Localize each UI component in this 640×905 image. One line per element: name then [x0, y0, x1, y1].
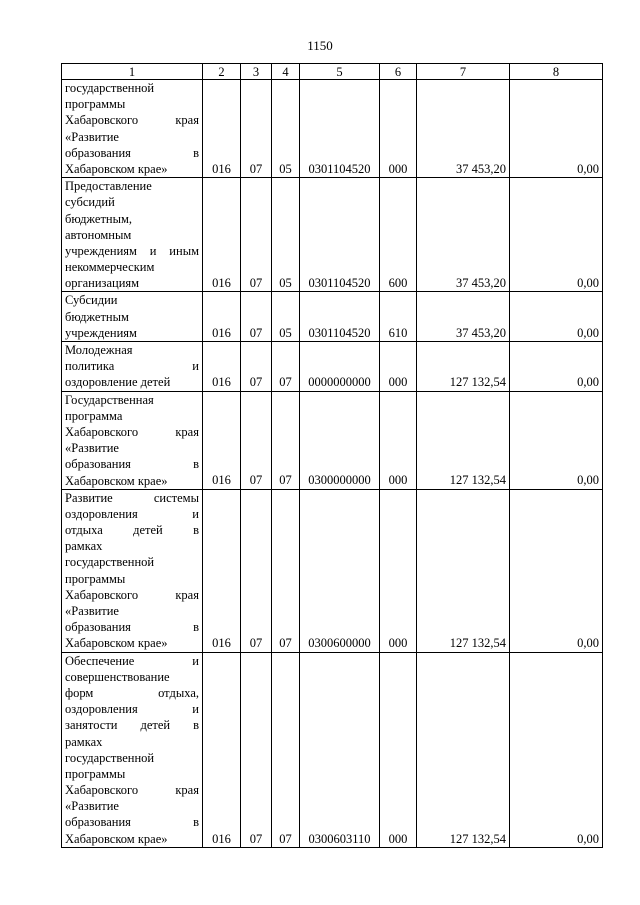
row-name-line: форм отдыха,: [65, 685, 199, 700]
row-name-line: программы: [65, 766, 126, 781]
amount-value: 127 132,54: [417, 391, 510, 489]
col-header-5: 5: [300, 64, 380, 80]
row-name-line: «Развитие: [65, 604, 119, 618]
row-name-cell: [62, 292, 203, 342]
row-name-line: совершенствование: [65, 669, 170, 684]
table-row: [62, 489, 603, 652]
row-name-line: «Развитие: [65, 441, 119, 456]
code-razdel: 07: [241, 342, 272, 392]
amount-value: 127 132,54: [417, 652, 510, 847]
row-name-line: программы: [65, 571, 126, 586]
row-name-line: организациям: [65, 276, 140, 291]
row-name-cell: [62, 178, 203, 292]
code-glava: 016: [203, 391, 241, 489]
code-glava: 016: [203, 292, 241, 342]
row-name-line: некоммерческим: [65, 260, 155, 275]
row-name-line: Предоставление: [65, 179, 152, 194]
code-expense-type: 610: [380, 292, 417, 342]
code-podrazdel: 05: [272, 292, 300, 342]
row-name-line: бюджетным: [65, 309, 129, 324]
row-name-line: бюджетным,: [65, 211, 133, 226]
row-name-cell: [62, 489, 203, 652]
code-target-article: 0301104520: [300, 80, 380, 178]
header-row: [62, 64, 603, 80]
table-row: [62, 652, 603, 847]
row-name-line: Обеспечение и: [65, 653, 199, 668]
row-name-line: государственной: [65, 81, 155, 95]
table-row: [62, 80, 603, 178]
code-glava: 016: [203, 342, 241, 392]
code-expense-type: 000: [380, 80, 417, 178]
amount-extra-value: 0,00: [510, 652, 603, 847]
row-name-cell: [62, 652, 203, 847]
row-name-line: политика и: [65, 359, 199, 374]
row-name-cell: [62, 80, 203, 178]
row-name-line: оздоровления и: [65, 702, 199, 717]
row-name-line: Государственная: [65, 392, 154, 407]
amount-value: 127 132,54: [417, 342, 510, 392]
table-body: [62, 80, 603, 848]
table-row: [62, 292, 603, 342]
row-name-line: Хабаровском крае»: [65, 161, 168, 176]
row-name-line: Молодежная: [65, 343, 133, 357]
row-name-line: занятости детей в: [65, 718, 199, 733]
code-podrazdel: 07: [272, 342, 300, 392]
budget-table: [61, 63, 603, 848]
row-name-line: субсидий: [65, 195, 115, 210]
code-expense-type: 000: [380, 652, 417, 847]
row-name-line: рамках: [65, 734, 103, 749]
col-header-1: 1: [62, 64, 203, 80]
code-expense-type: 600: [380, 178, 417, 292]
row-name-cell: [62, 391, 203, 489]
amount-extra-value: 0,00: [510, 80, 603, 178]
row-name-line: программы: [65, 97, 126, 112]
table-row: [62, 342, 603, 392]
row-name-line: рамках: [65, 539, 103, 554]
code-target-article: 0300000000: [300, 391, 380, 489]
code-target-article: 0300603110: [300, 652, 380, 847]
code-razdel: 07: [241, 391, 272, 489]
page-number: 1150: [307, 38, 333, 53]
row-name-line: государственной: [65, 555, 155, 570]
row-name-line: «Развитие: [65, 799, 119, 814]
code-glava: 016: [203, 80, 241, 178]
code-podrazdel: 05: [272, 80, 300, 178]
code-glava: 016: [203, 178, 241, 292]
amount-value: 37 453,20: [417, 292, 510, 342]
table-row: [62, 391, 603, 489]
row-name-line: Хабаровского края: [65, 424, 199, 439]
amount-value: 37 453,20: [417, 80, 510, 178]
row-name-line: Хабаровском крае»: [65, 636, 168, 651]
code-razdel: 07: [241, 489, 272, 652]
code-razdel: 07: [241, 652, 272, 847]
row-name-line: государственной: [65, 750, 155, 765]
code-glava: 016: [203, 652, 241, 847]
code-razdel: 07: [241, 292, 272, 342]
code-podrazdel: 07: [272, 391, 300, 489]
row-name-line: образования в: [65, 620, 199, 635]
code-podrazdel: 07: [272, 489, 300, 652]
row-name-line: оздоровление детей: [65, 375, 171, 390]
table-row: [62, 178, 603, 292]
amount-extra-value: 0,00: [510, 489, 603, 652]
code-glava: 016: [203, 489, 241, 652]
code-target-article: 0300600000: [300, 489, 380, 652]
code-expense-type: 000: [380, 391, 417, 489]
code-expense-type: 000: [380, 342, 417, 392]
amount-extra-value: 0,00: [510, 178, 603, 292]
code-target-article: 0301104520: [300, 292, 380, 342]
row-name-line: отдыха детей в: [65, 523, 199, 538]
row-name-line: Хабаровского края: [65, 783, 199, 798]
code-expense-type: 000: [380, 489, 417, 652]
row-name-line: Субсидии: [65, 293, 118, 308]
row-name-line: образования в: [65, 815, 199, 830]
amount-extra-value: 0,00: [510, 292, 603, 342]
code-target-article: 0000000000: [300, 342, 380, 392]
code-podrazdel: 05: [272, 178, 300, 292]
amount-extra-value: 0,00: [510, 391, 603, 489]
row-name-line: Хабаровского края: [65, 587, 199, 602]
col-header-4: 4: [272, 64, 300, 80]
row-name-cell: [62, 342, 203, 392]
col-header-6: 6: [380, 64, 417, 80]
amount-extra-value: 0,00: [510, 342, 603, 392]
code-target-article: 0301104520: [300, 178, 380, 292]
row-name-line: Хабаровском крае»: [65, 473, 168, 488]
row-name-line: Хабаровского края: [65, 113, 199, 128]
row-name-line: оздоровления и: [65, 506, 199, 521]
row-name-line: Хабаровском крае»: [65, 831, 168, 846]
row-name-line: учреждениям: [65, 325, 137, 340]
row-name-line: Развитие системы: [65, 490, 199, 505]
row-name-line: учреждениям и иным: [65, 243, 199, 258]
row-name-line: автономным: [65, 227, 132, 242]
row-name-line: образования в: [65, 145, 199, 160]
col-header-7: 7: [417, 64, 510, 80]
row-name-line: программа: [65, 408, 123, 423]
row-name-line: образования в: [65, 457, 199, 472]
col-header-8: 8: [510, 64, 603, 80]
amount-value: 37 453,20: [417, 178, 510, 292]
col-header-3: 3: [241, 64, 272, 80]
col-header-2: 2: [203, 64, 241, 80]
amount-value: 127 132,54: [417, 489, 510, 652]
row-name-line: «Развитие: [65, 129, 119, 144]
code-podrazdel: 07: [272, 652, 300, 847]
code-razdel: 07: [241, 178, 272, 292]
code-razdel: 07: [241, 80, 272, 178]
